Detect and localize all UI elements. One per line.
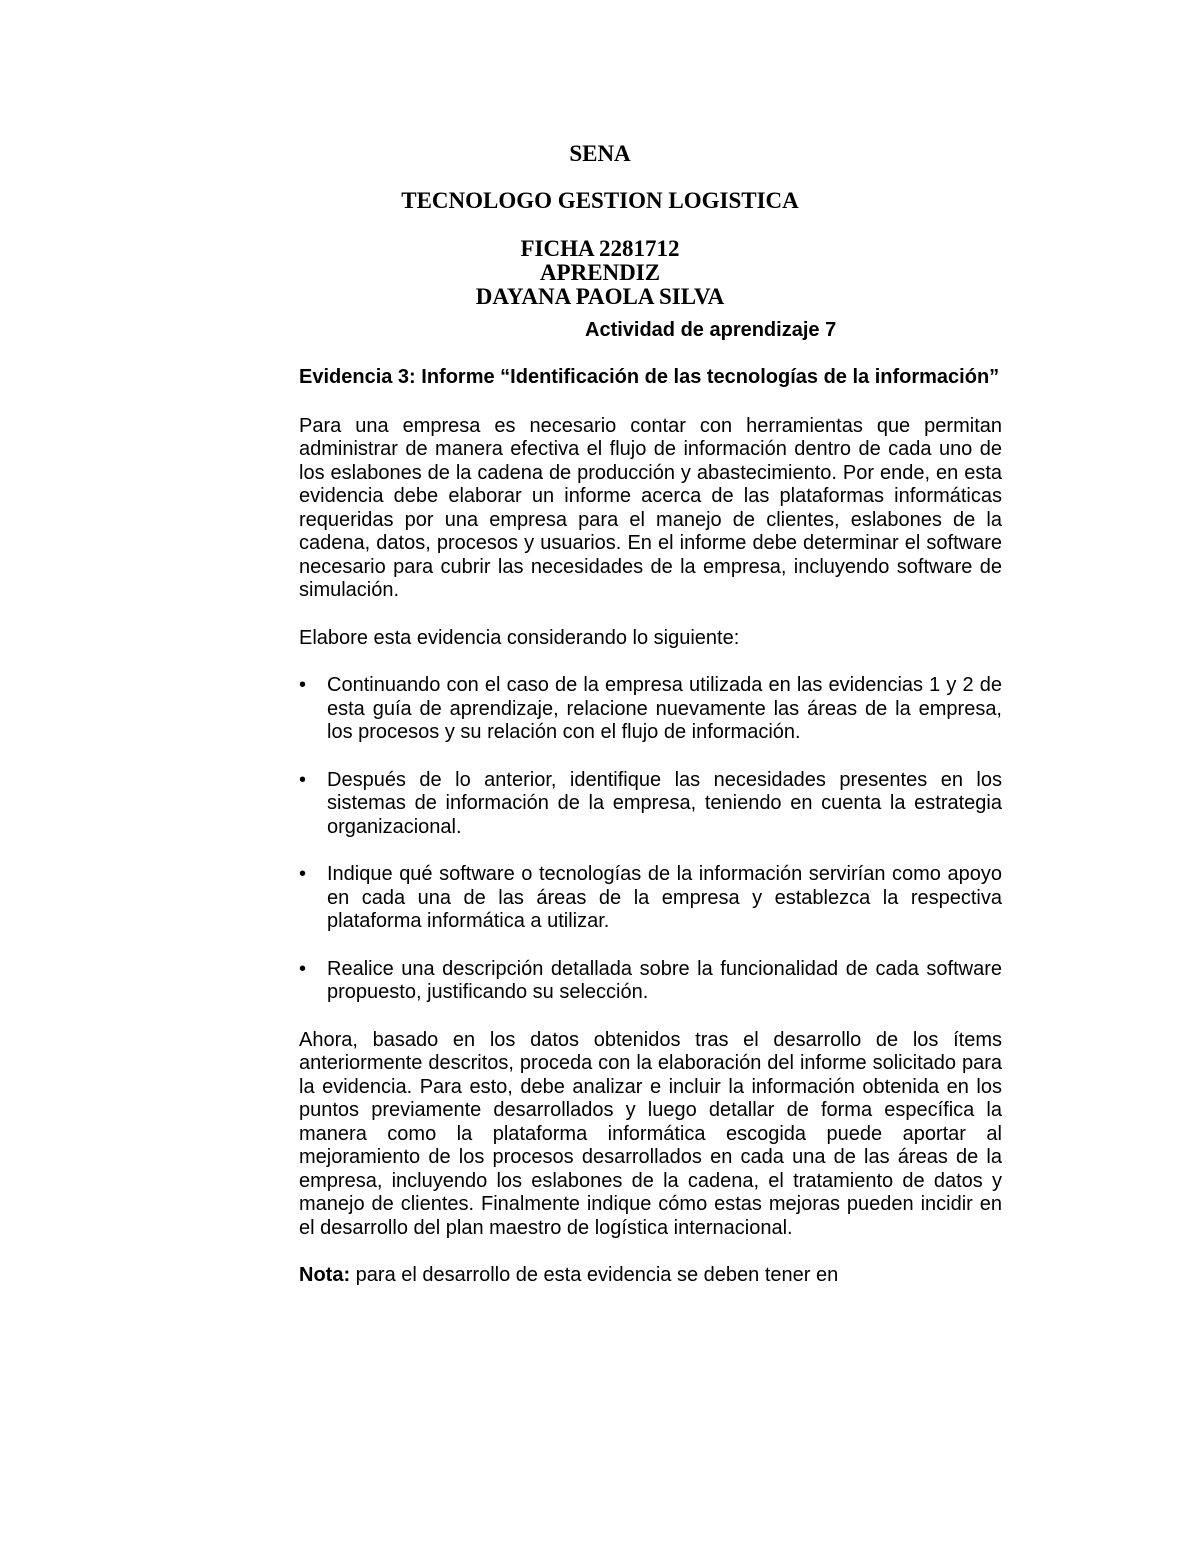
note-paragraph <box>299 1264 1002 1288</box>
role-label: APRENDIZ <box>539 260 661 285</box>
closing-paragraph: Ahora, basado en los datos obtenidos tras el desarrollo de los ítems anteriormente descritos, proceda con la elaboración del informe solicitado para la evidencia. Para esto, debe analizar e incluir la información obtenida en los puntos previamente desarrollados y luego detallar de forma específica la manera como la plataforma informática escogida puede aportar al mejoramiento de los procesos desarrollados en cada una de las áreas de la empresa, incluyendo los eslabones de la cadena, el tratamiento de datos y manejo de clientes. Finalmente indique cómo estas mejoras pueden incidir en el desarrollo del plan maestro de logística internacional. <box>299 1028 1002 1239</box>
note-text: para el desarrollo de esta evidencia se deben tener en <box>350 1264 839 1286</box>
instruction-line: Elabore esta evidencia considerando lo siguiente: <box>299 626 740 649</box>
list-item-text: Después de lo anterior, identifique las necesidades presentes en los sistemas de información de la empresa, teniendo en cuenta la estrategia organizacional. <box>327 768 1002 838</box>
bullet-icon: • <box>299 957 307 980</box>
list-item <box>299 674 1002 745</box>
list-item <box>299 863 1002 934</box>
ficha-number: FICHA 2281712 <box>520 236 680 261</box>
bullet-icon: • <box>299 674 307 696</box>
document-body <box>299 366 1002 1288</box>
intro-paragraph: Para una empresa es necesario contar con herramientas que permitan administrar de manera efectiva el flujo de información dentro de cada uno de los eslabones de la cadena de producción y abastecimiento. Por ende, en esta evidencia debe elaborar un informe acerca de las plataformas informáticas requeridas por una empresa para el manejo de clientes, eslabones de la cadena, datos, procesos y usuarios. En el informe debe determinar el software necesario para cubrir las necesidades de la empresa, incluyendo software de simulación. <box>299 414 1002 601</box>
bullet-icon: • <box>299 768 307 791</box>
activity-title: Actividad de aprendizaje 7 <box>585 319 837 341</box>
note-label: Nota: <box>299 1264 351 1286</box>
student-name: DAYANA PAOLA SILVA <box>475 284 725 309</box>
list-item-text: Indique qué software o tecnologías de la información servirían como apoyo en cada una de las áreas de la empresa y establezca la respectiva plataforma informática a utilizar. <box>327 863 1002 932</box>
list-item <box>299 769 1002 840</box>
program-title: TECNOLOGO GESTION LOGISTICA <box>401 188 799 213</box>
list-item <box>299 958 1002 1005</box>
list-item-text: Continuando con el caso de la empresa utilizada en las evidencias 1 y 2 de esta guía de aprendizaje, relacione nuevamente las áreas de la empresa, los procesos y su relación con el flujo de información. <box>327 674 1002 743</box>
student-header <box>0 237 1200 309</box>
institution-title: SENA <box>569 141 631 166</box>
requirements-list <box>299 674 1002 1005</box>
evidence-title: Evidencia 3: Informe “Identificación de las tecnologías de la información” <box>299 366 1000 388</box>
bullet-icon: • <box>299 863 307 885</box>
list-item-text: Realice una descripción detallada sobre la funcionalidad de cada software propuesto, justificando su selección. <box>327 957 1002 1003</box>
